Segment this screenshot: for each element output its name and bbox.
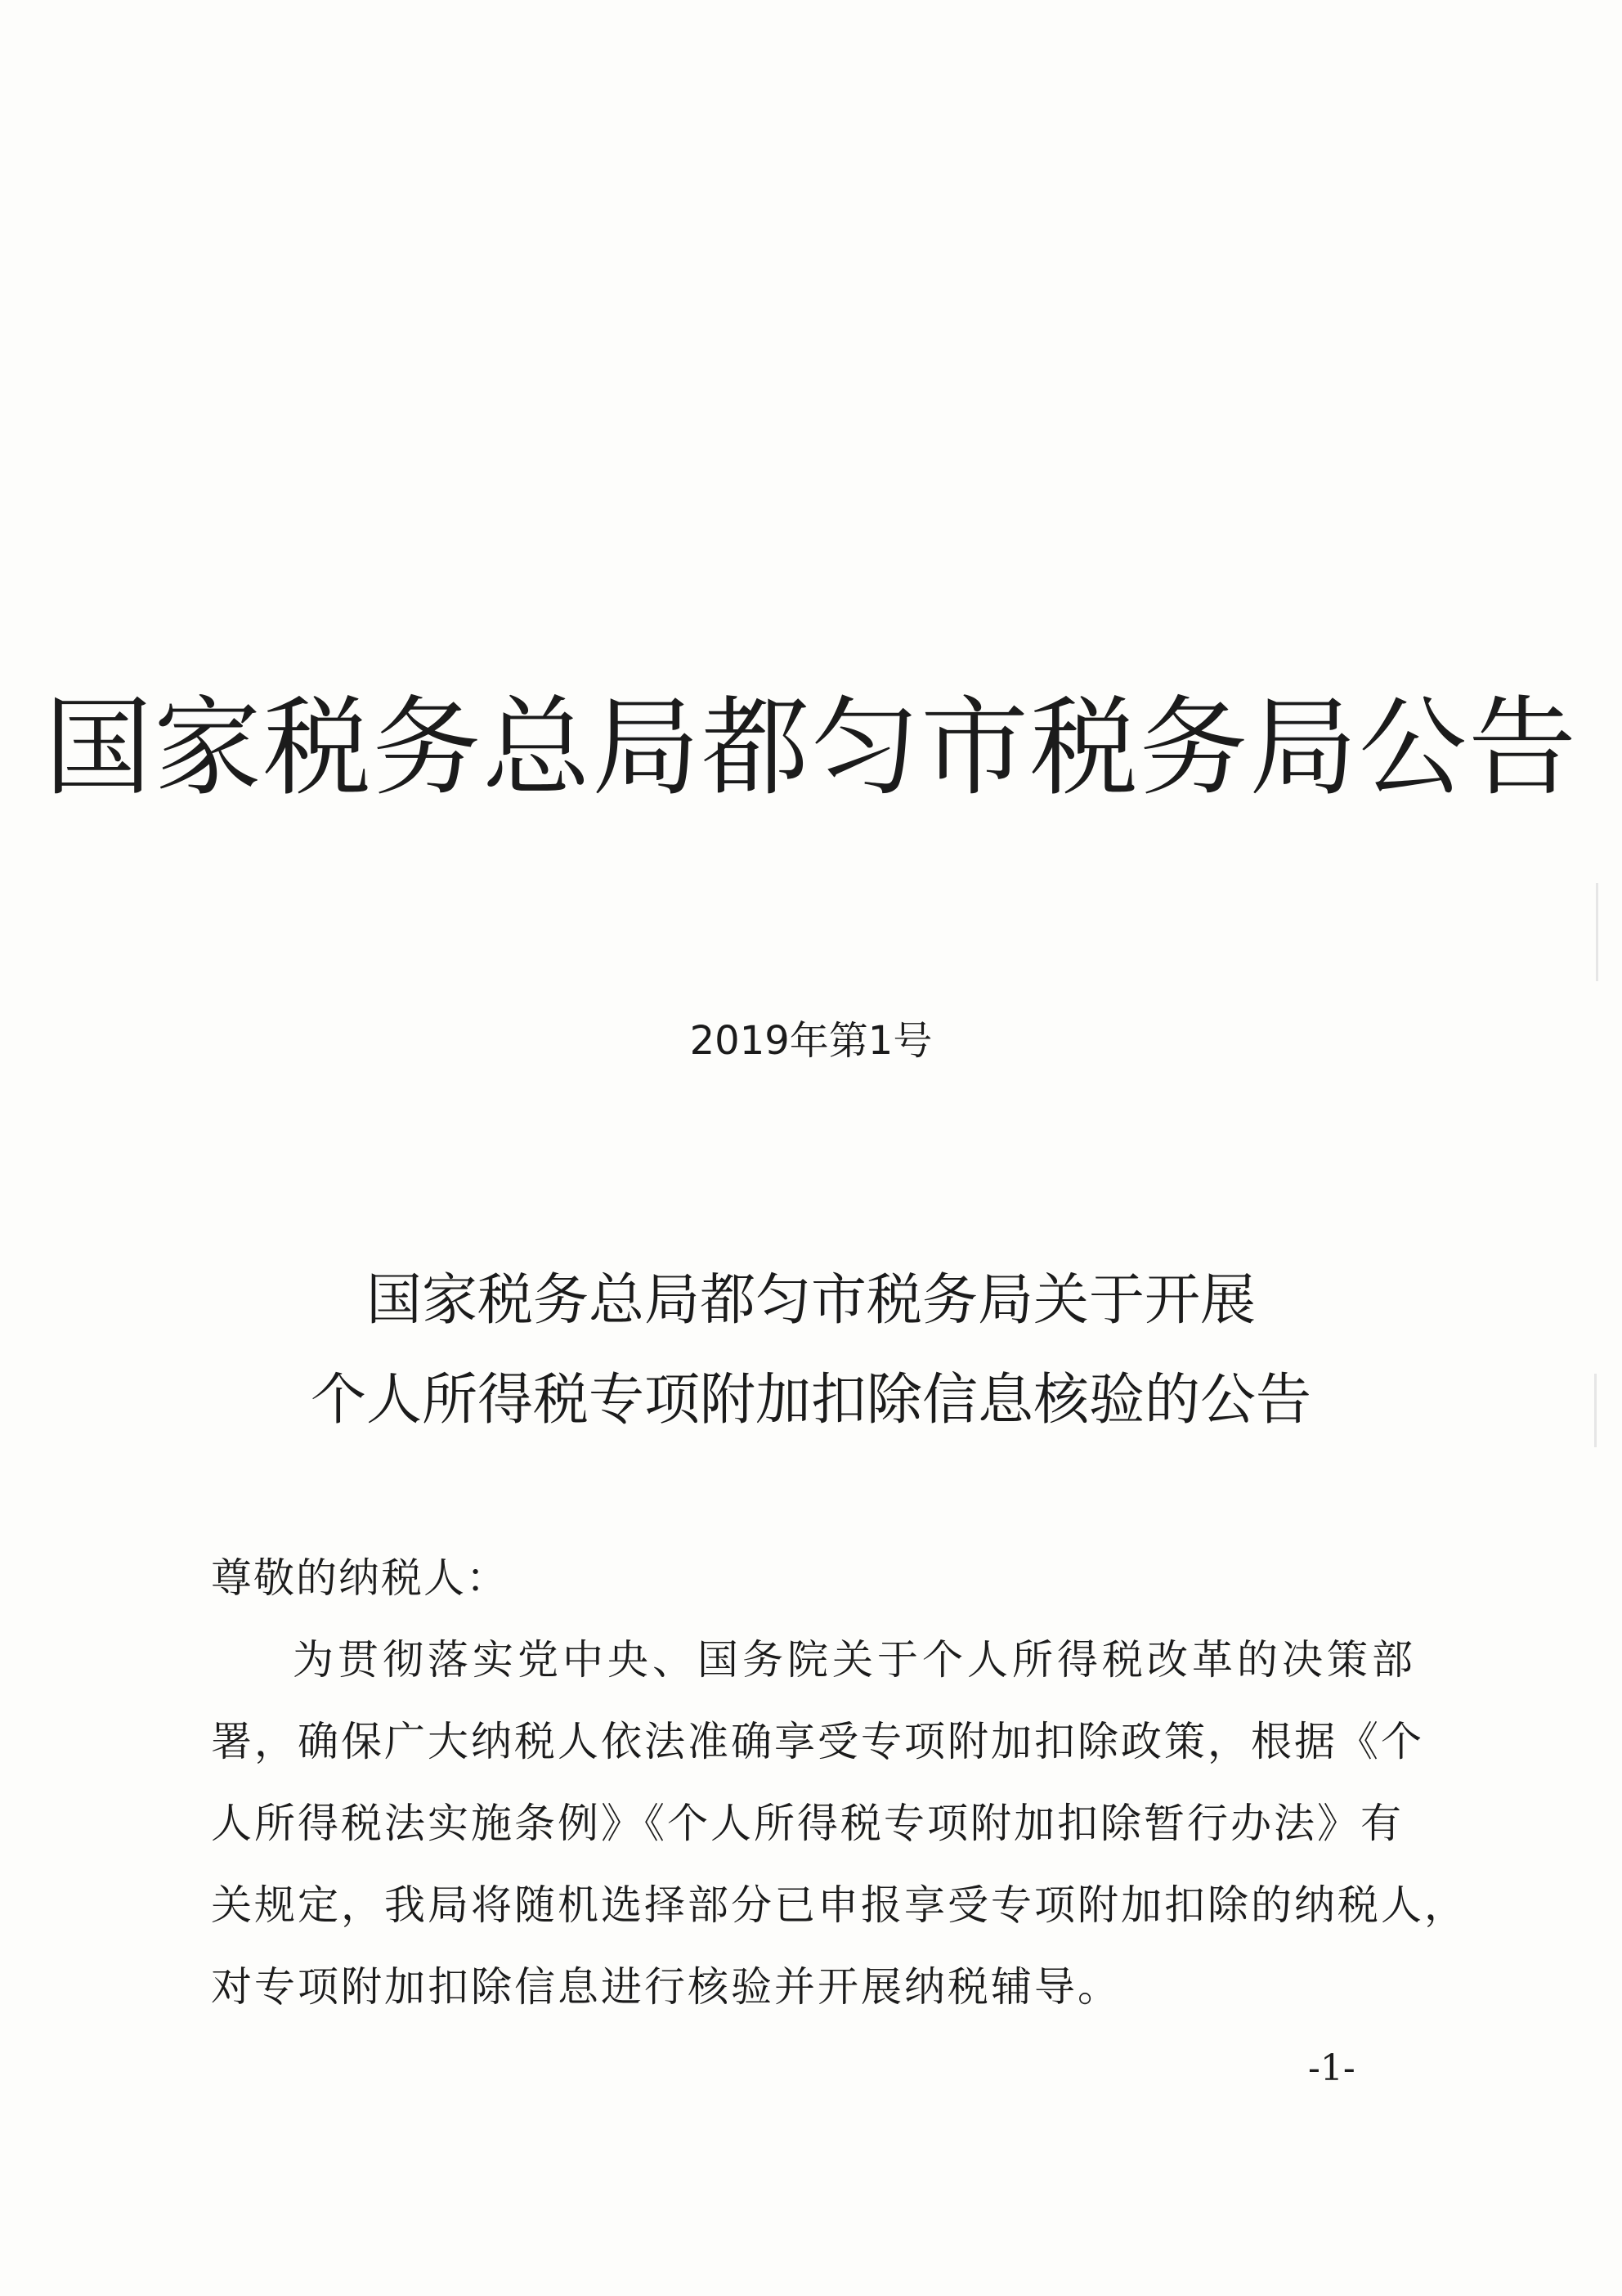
- announcement-body: [211, 1537, 1467, 2028]
- paragraph-line: 署，确保广大纳税人依法准确享受专项附加扣除政策，根据《个: [211, 1718, 1424, 1765]
- page-number: -1-: [1308, 2047, 1355, 2089]
- paragraph-line: 人所得税法实施条例》《个人所得税专项附加扣除暂行办法》有: [211, 1800, 1404, 1847]
- document-number: 2019年第1号: [689, 1018, 933, 1064]
- paragraph-line: 关规定，我局将随机选择部分已申报享受专项附加扣除的纳税人，: [211, 1881, 1467, 1929]
- paragraph-line: 为贯彻落实党中央、国务院关于个人所得税改革的决策部: [293, 1636, 1417, 1684]
- announcement-header-title: 国家税务总局都匀市税务局公告: [44, 685, 1578, 811]
- subject-line: 国家税务总局都匀市税务局关于开展: [365, 1268, 1256, 1333]
- scan-margin-mark: [1596, 883, 1598, 981]
- subject-line: 个人所得税专项附加扣除信息核验的公告: [310, 1368, 1311, 1433]
- salutation: 尊敬的纳税人：: [211, 1554, 509, 1602]
- paragraph-line: 对专项附加扣除信息进行核验并开展纳税辅导。: [211, 1963, 1121, 2011]
- announcement-subject: [0, 1251, 1622, 1451]
